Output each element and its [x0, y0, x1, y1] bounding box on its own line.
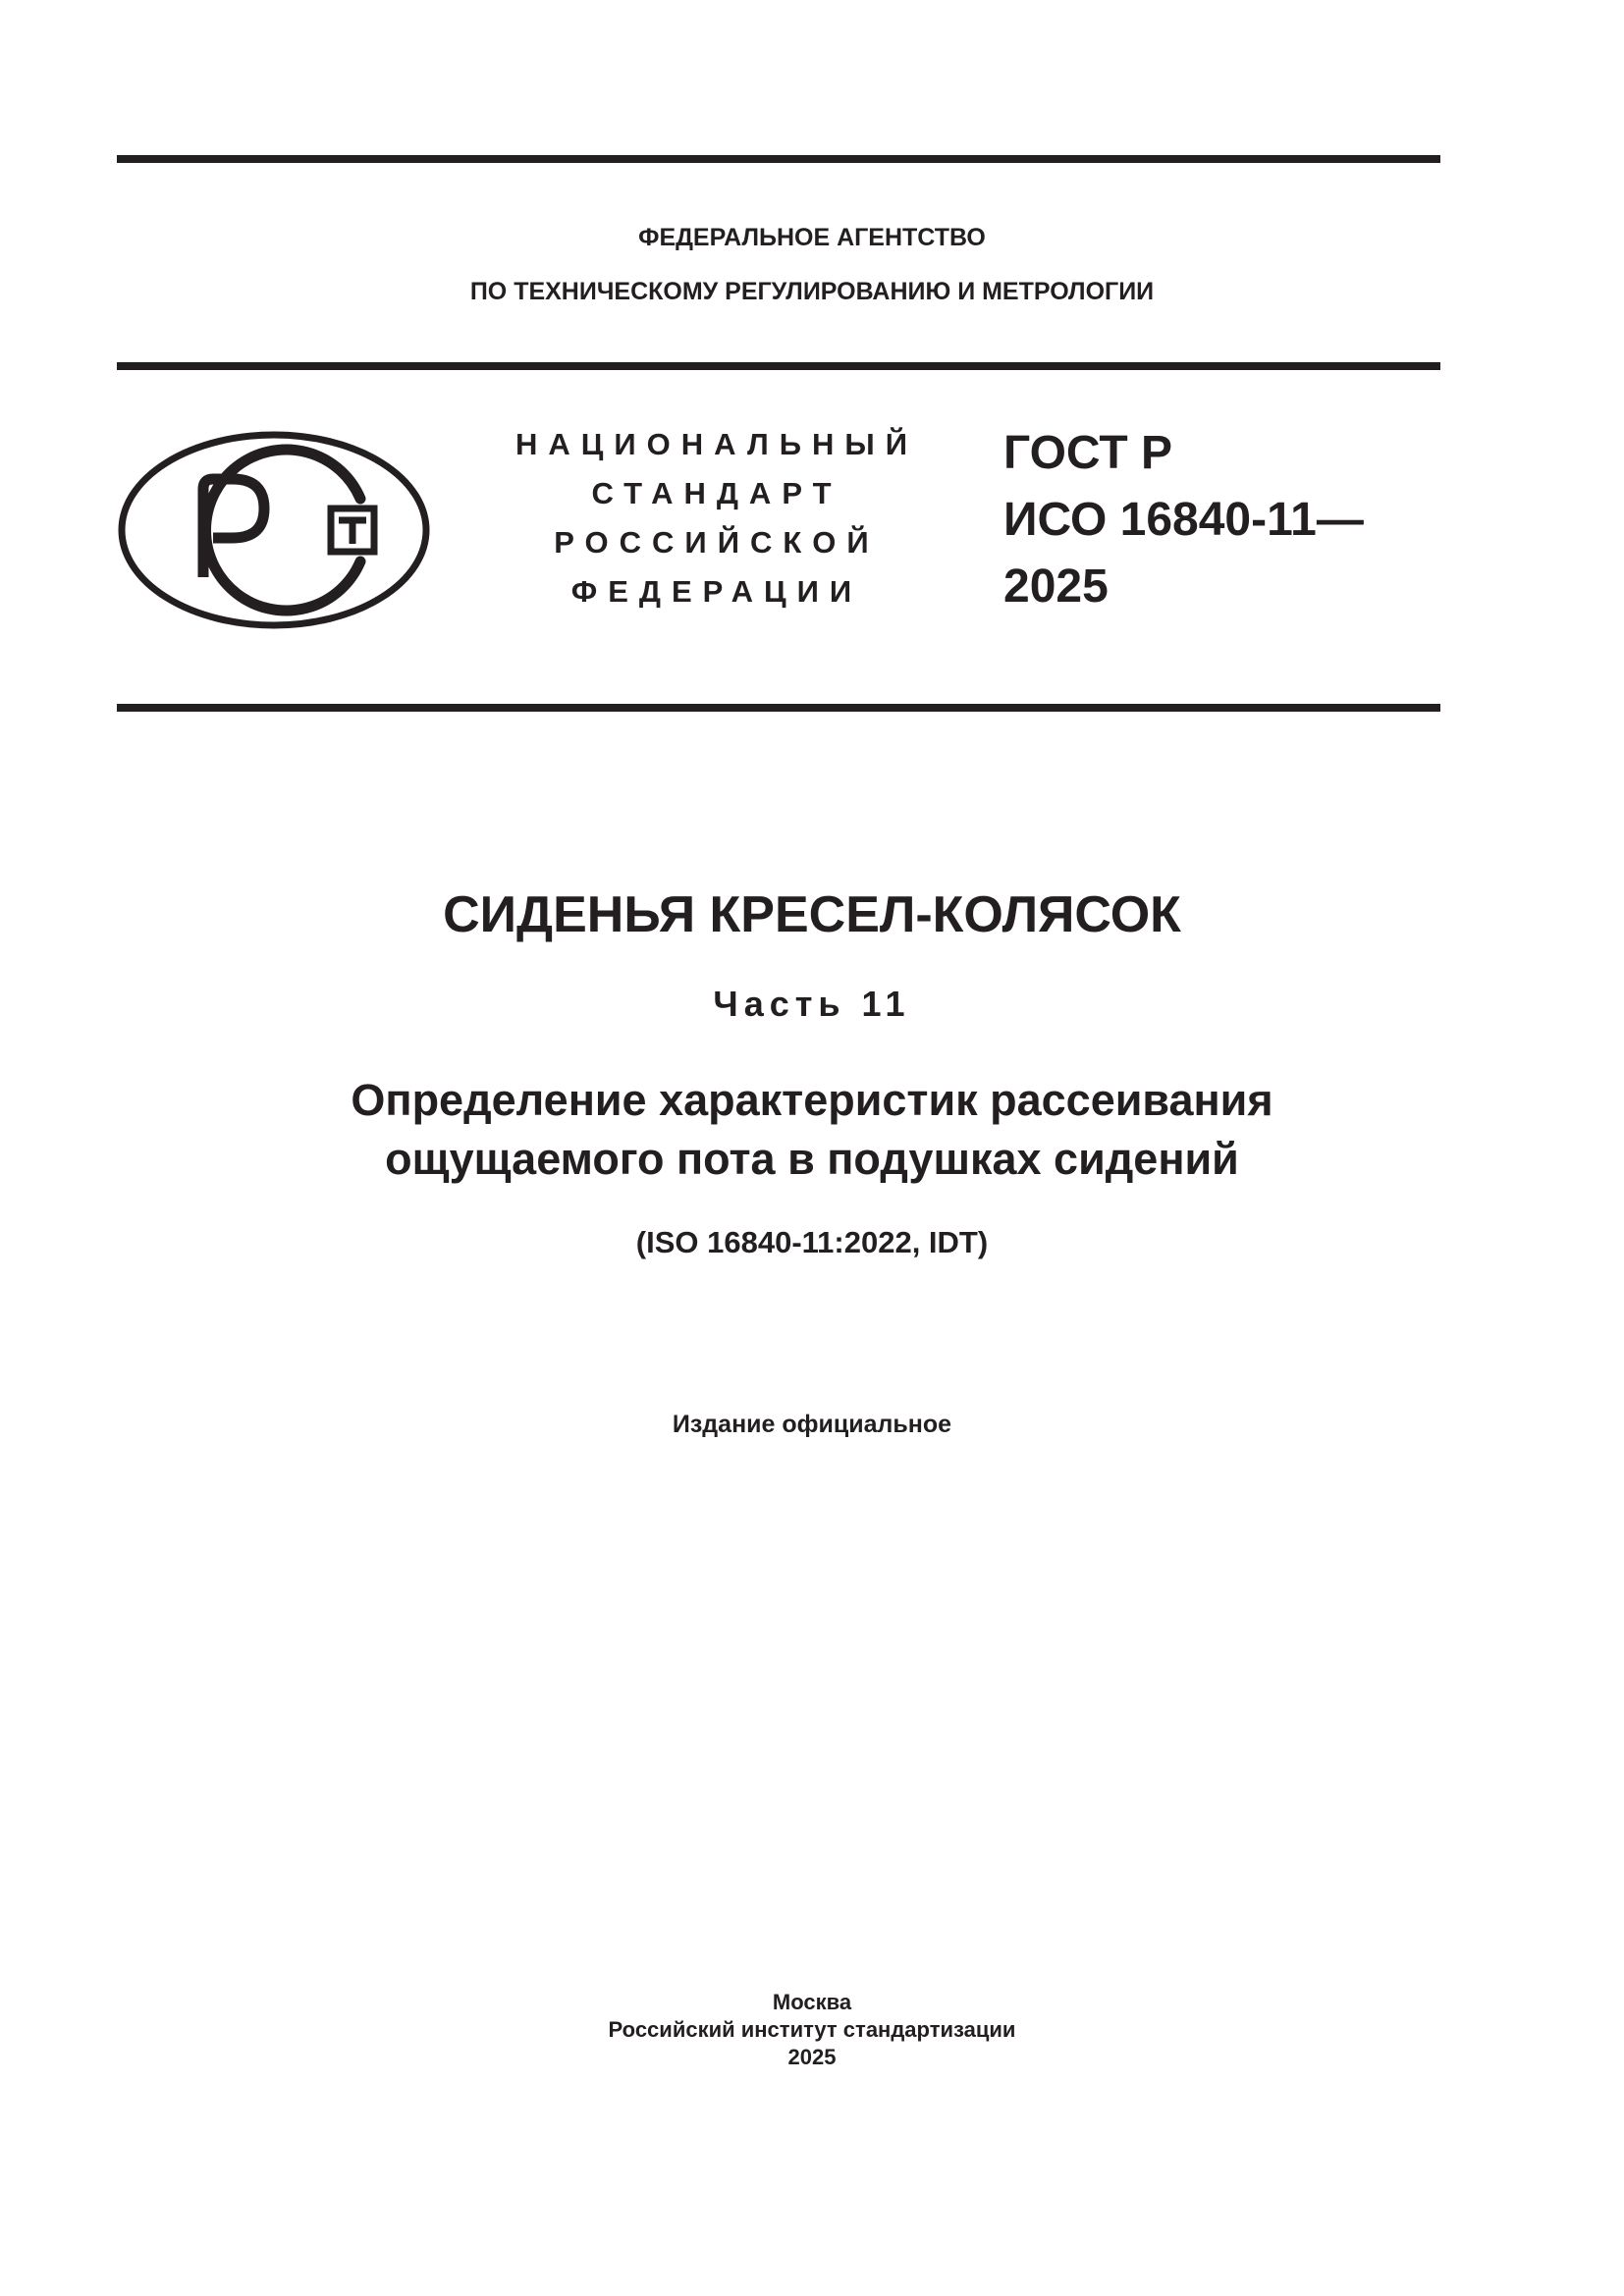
block-rule [117, 704, 1440, 712]
header-rule [117, 362, 1440, 370]
edition-label: Издание официальное [672, 1411, 952, 1438]
code-line-2: ИСО 16840-11— [1003, 494, 1364, 546]
natl-line-3: РОССИЙСКОЙ [554, 525, 880, 560]
iso-reference: (ISO 16840-11:2022, IDT) [635, 1225, 989, 1259]
footer-year: 2025 [787, 2045, 837, 2069]
agency-line-2: ПО ТЕХНИЧЕСКОМУ РЕГУЛИРОВАНИЮ И МЕТРОЛОГИИ [469, 278, 1155, 305]
natl-line-4: ФЕДЕРАЦИИ [570, 574, 863, 609]
natl-line-2: СТАНДАРТ [591, 476, 842, 510]
subtitle-line-2: ощущаемого пота в подушках сидений [385, 1134, 1239, 1184]
document-title: СИДЕНЬЯ КРЕСЕЛ-КОЛЯСОК [443, 886, 1181, 943]
standard-code [1003, 420, 1364, 620]
natl-line-1: НАЦИОНАЛЬНЫЙ [514, 427, 919, 461]
subtitle-line-1: Определение характеристик рассеивания [351, 1075, 1273, 1125]
footer-publisher: Российский институт стандартизации [608, 2017, 1016, 2042]
national-standard-label [471, 420, 962, 616]
part-label: Часть 11 [713, 984, 911, 1024]
footer-city: Москва [772, 1990, 852, 2014]
agency-line-1: ФЕДЕРАЛЬНОЕ АГЕНТСТВО [638, 224, 986, 251]
top-rule [117, 155, 1440, 163]
code-line-1: ГОСТ Р [1003, 427, 1173, 479]
rst-gost-logo-icon [117, 430, 431, 630]
code-line-3: 2025 [1003, 561, 1109, 613]
